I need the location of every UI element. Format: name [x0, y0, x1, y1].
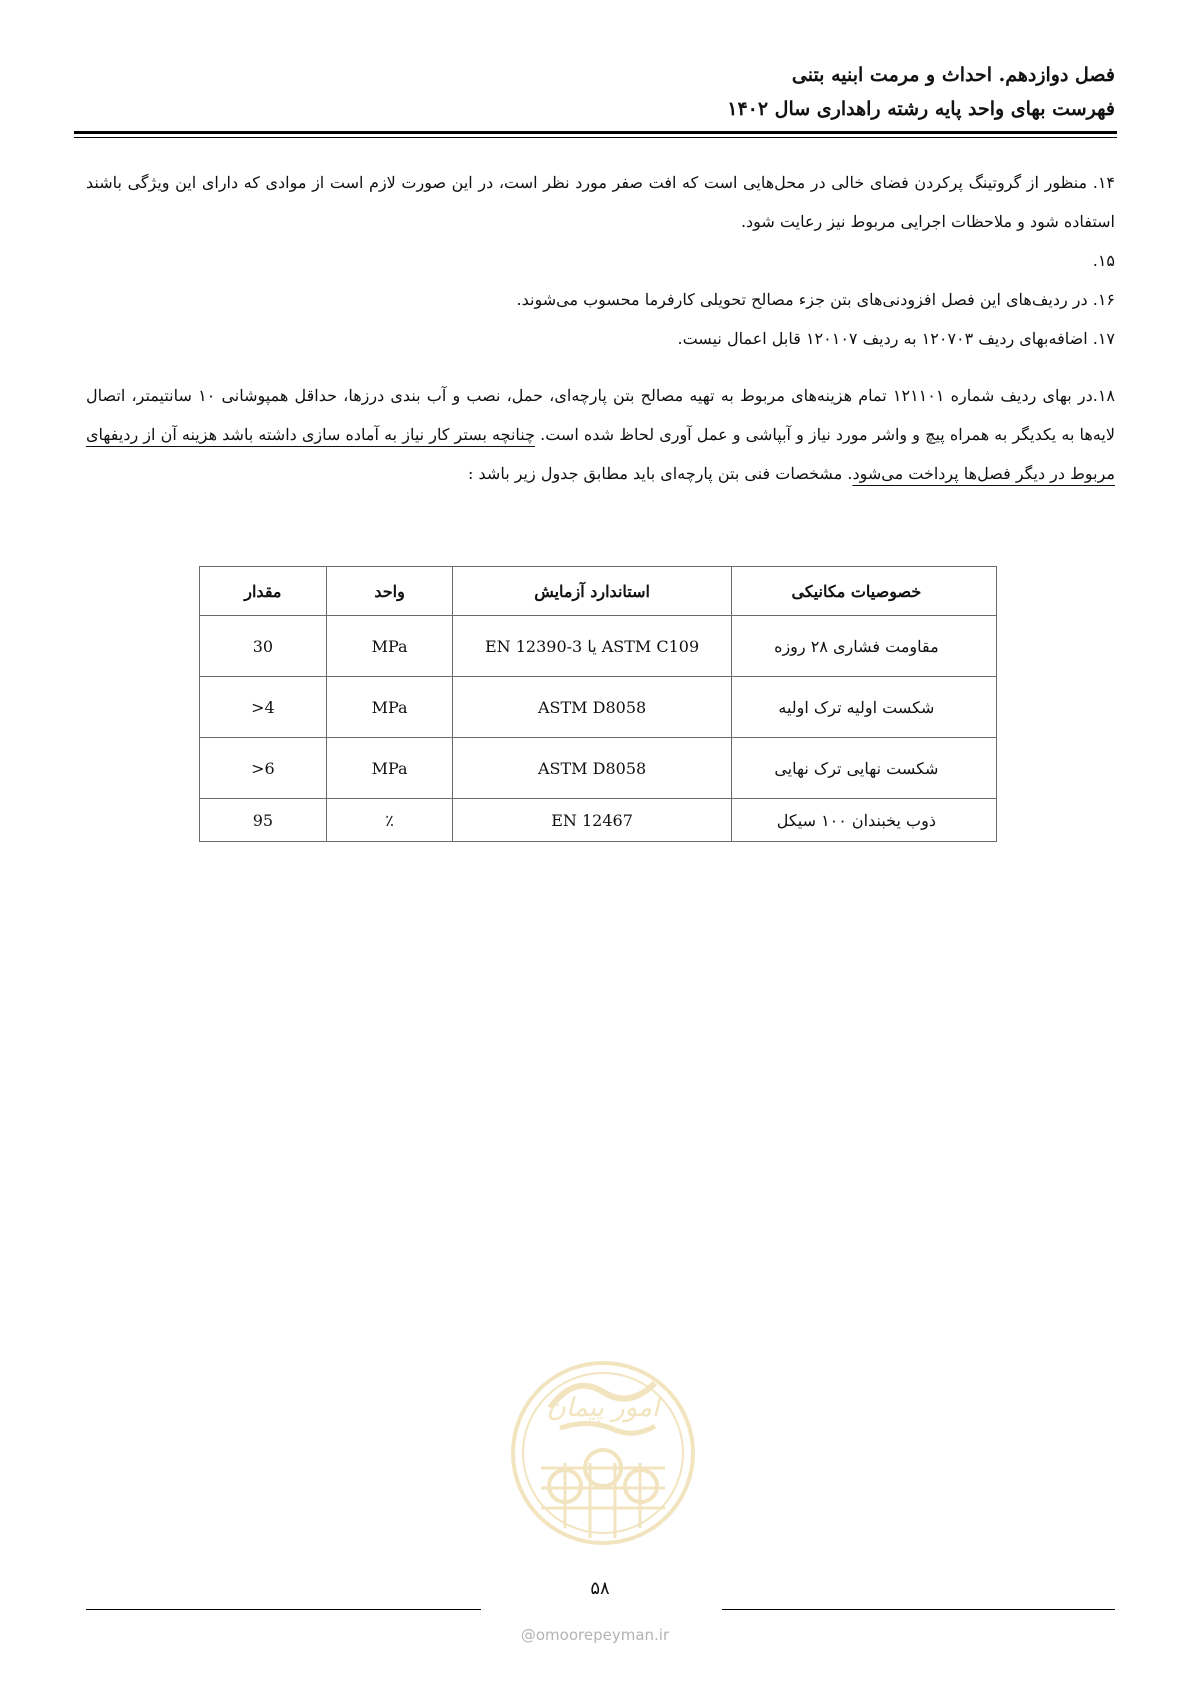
seal-watermark [505, 1348, 701, 1558]
table-row [200, 677, 997, 738]
header-property: خصوصیات مکانیکی [731, 567, 996, 616]
cell-standard: EN 12467 [453, 799, 731, 842]
note-17: ۱۷. اضافه‌بهای ردیف ۱۲۰۷۰۳ به ردیف ۱۲۰۱۰۷ قابل اعمال نیست. [677, 329, 1115, 348]
price-list-title: فهرست بهای واحد پایه رشته راهداری سال ۱۴۰۲ [727, 98, 1115, 120]
note-18-main: ۱۸.در بهای ردیف شماره ۱۲۱۱۰۱ تمام هزینه‌های مربوط به تهیه مصالح بتن پارچه‌ای، حمل، نصب و آب بندی درزها، حداقل همپوشانی ۱۰ سانتیمتر، اتصال لایه‌ها به یکدیگر به همراه پیچ و واشر مورد نیاز و آبپاشی و عمل آوری لحاظ شده است. [86, 386, 1116, 444]
header-rule-thin [74, 137, 1117, 138]
chapter-title: فصل دوازدهم. احداث و مرمت ابنیه بتنی [791, 64, 1115, 86]
table-row [200, 738, 997, 799]
note-15: ۱۵. [1092, 251, 1115, 270]
cell-unit: MPa [326, 738, 453, 799]
cell-value: >6 [200, 738, 327, 799]
header-value: مقدار [200, 567, 327, 616]
cell-standard: ASTM D8058 [453, 677, 731, 738]
cell-unit: MPa [326, 616, 453, 677]
cell-value: >4 [200, 677, 327, 738]
fabric-concrete-spec-table [199, 566, 997, 842]
cell-value: 95 [200, 799, 327, 842]
note-14: ۱۴. منظور از گروتینگ پرکردن فضای خالی در محل‌هایی است که افت صفر مورد نظر است، در این صورت لازم است از موادی که دارای این ویژگی باشند استفاده شود و ملاحظات اجرایی مربوط نیز رعایت شود. [86, 173, 1115, 231]
table-row [200, 799, 997, 842]
cell-standard: ASTM D8058 [453, 738, 731, 799]
page-header [727, 58, 1115, 126]
cell-unit: MPa [326, 677, 453, 738]
page-number: ۵۸ [590, 1578, 610, 1599]
notes-section [86, 163, 1115, 493]
header-rule-thick [74, 131, 1117, 134]
note-18-underlined: چنانچه بستر کار نیاز به آماده سازی داشته باشد هزینه آن از ردیفهای مربوط در دیگر فصل‌ها پرداخت می‌شود [86, 425, 1115, 483]
cell-value: 30 [200, 616, 327, 677]
table-row [200, 616, 997, 677]
note-16: ۱۶. در ردیف‌های این فصل افزودنی‌های بتن جزء مصالح تحویلی کارفرما محسوب می‌شوند. [516, 290, 1115, 309]
footer-rule-left [86, 1609, 481, 1610]
table-header-row [200, 567, 997, 616]
cell-property: شکست نهایی ترک نهایی [731, 738, 996, 799]
website-watermark: @omoorepeyman.ir [520, 1626, 670, 1644]
seal-lettering: امور پیمان [546, 1393, 660, 1423]
cell-property: مقاومت فشاری ۲۸ روزه [731, 616, 996, 677]
cell-standard: EN 12390-3 یا ASTM C109 [453, 616, 731, 677]
footer-rule-right [722, 1609, 1115, 1610]
note-18 [86, 376, 1115, 493]
header-standard: استاندارد آزمایش [453, 567, 731, 616]
cell-property: ذوب یخبندان ۱۰۰ سیکل [731, 799, 996, 842]
cell-unit: ٪ [326, 799, 453, 842]
header-unit: واحد [326, 567, 453, 616]
note-18-tail: . مشخصات فنی بتن پارچه‌ای باید مطابق جدول زیر باشد : [468, 464, 853, 483]
cell-property: شکست اولیه ترک اولیه [731, 677, 996, 738]
